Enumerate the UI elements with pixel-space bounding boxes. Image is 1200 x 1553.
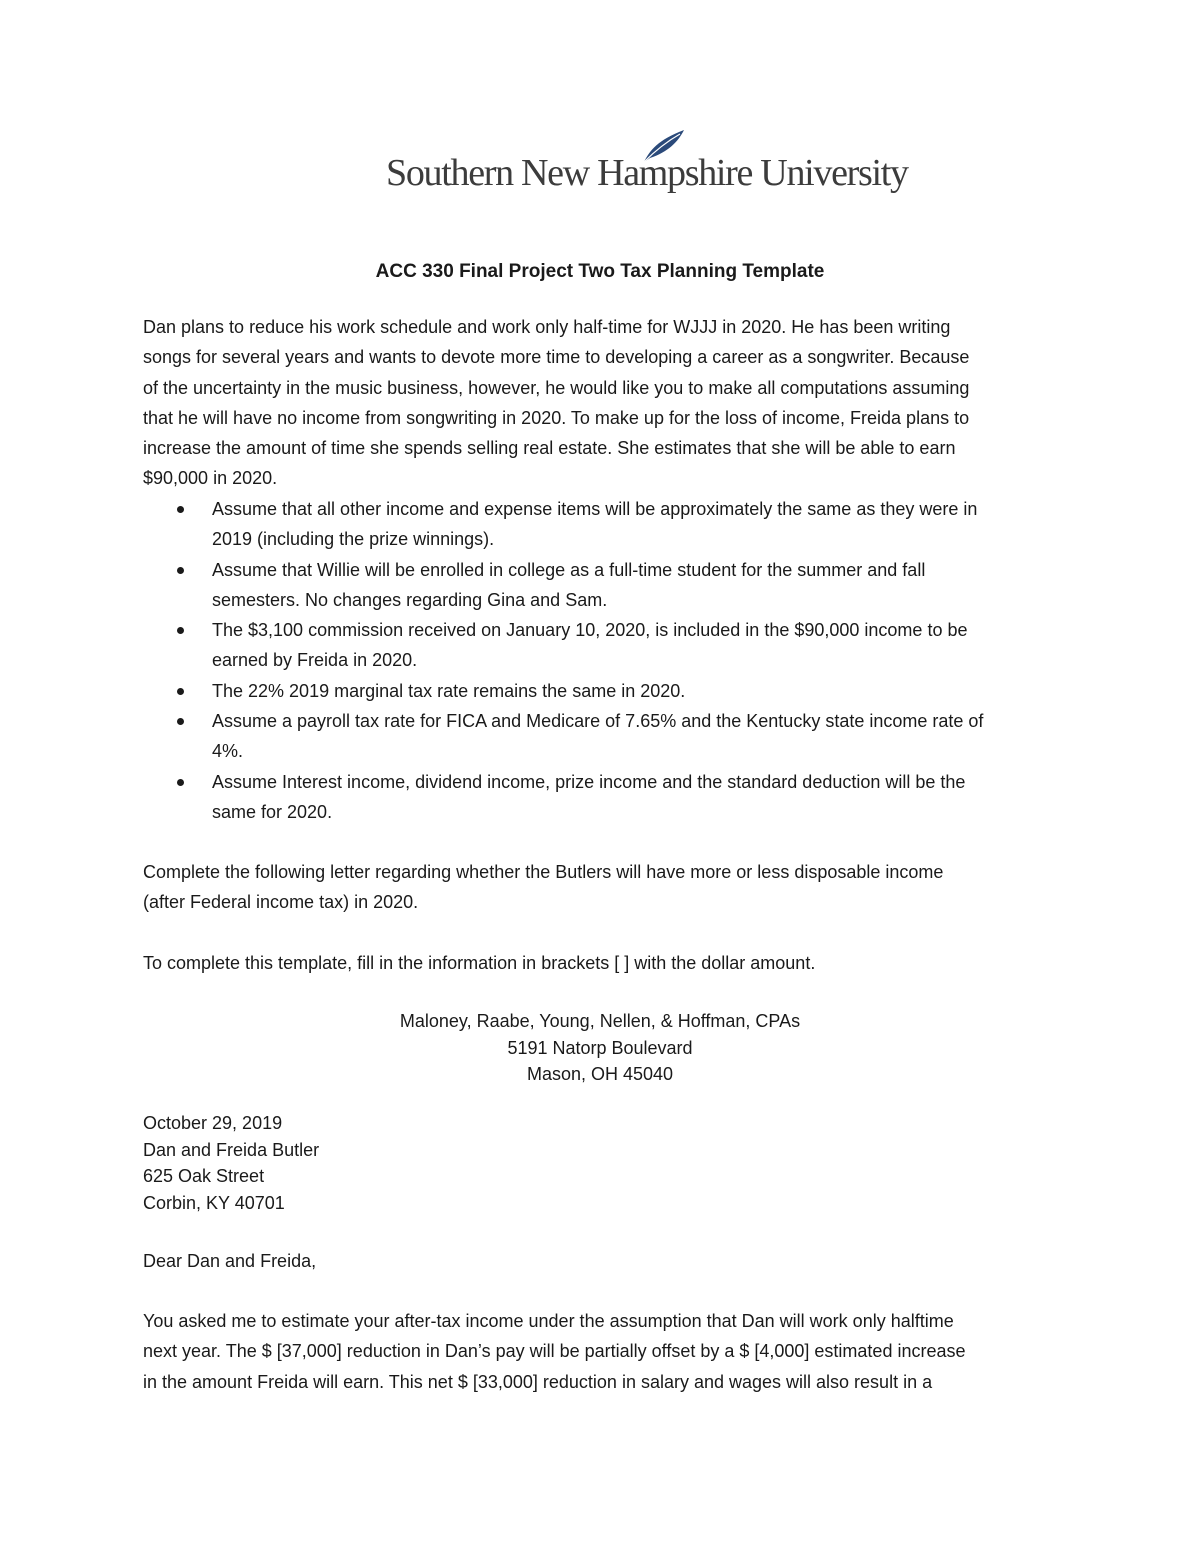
recipient-name: Dan and Freida Butler bbox=[143, 1139, 320, 1160]
page-title: ACC 330 Final Project Two Tax Planning Template bbox=[375, 261, 825, 282]
salutation: Dear Dan and Freida, bbox=[143, 1251, 317, 1271]
bullet-icon bbox=[177, 506, 184, 513]
text-line: Complete the following letter regarding whether the Butlers will have more or less disposable income bbox=[143, 862, 944, 882]
recipient-address bbox=[143, 1110, 319, 1216]
text-line: You asked me to estimate your after-tax income under the assumption that Dan will work only halftime bbox=[143, 1311, 954, 1331]
letter-date: October 29, 2019 bbox=[143, 1113, 283, 1133]
bullet-icon bbox=[177, 688, 184, 695]
firm-street: 5191 Natorp Boulevard bbox=[507, 1037, 693, 1058]
list-item bbox=[143, 676, 1063, 706]
firm-city: Mason, OH 45040 bbox=[526, 1064, 674, 1084]
instruction-paragraph bbox=[143, 948, 1063, 978]
recipient-street: 625 Oak Street bbox=[143, 1166, 265, 1186]
recipient-city: Corbin, KY 40701 bbox=[143, 1192, 285, 1213]
list-item bbox=[143, 555, 1063, 616]
text-line: same for 2020. bbox=[212, 801, 333, 822]
text-line: Assume that all other income and expense items will be approximately the same as they were in bbox=[212, 499, 978, 519]
bullet-icon bbox=[177, 627, 184, 634]
text-line: in the amount Freida will earn. This net $ [33,000] reduction in salary and wages will also result in a bbox=[143, 1371, 933, 1392]
firm-name: Maloney, Raabe, Young, Nellen, & Hoffman, CPAs bbox=[399, 1011, 801, 1031]
text-line: 4%. bbox=[212, 741, 244, 762]
text-line: of the uncertainty in the music business, however, he would like you to make all computations assuming bbox=[143, 377, 970, 398]
text-line: To complete this template, fill in the information in brackets [ ] with the dollar amount. bbox=[143, 953, 816, 973]
bullet-icon bbox=[177, 567, 184, 574]
text-line: The 22% 2019 marginal tax rate remains the same in 2020. bbox=[212, 680, 686, 701]
intro-paragraph bbox=[143, 312, 1063, 494]
logo-text: Southern New Hampshire University bbox=[386, 152, 908, 194]
bullet-icon bbox=[177, 718, 184, 725]
text-line: songs for several years and wants to devote more time to developing a career as a songwriter. Because bbox=[143, 347, 970, 368]
assumptions-list bbox=[143, 494, 1063, 827]
text-line: $90,000 in 2020. bbox=[143, 468, 278, 489]
leaf-icon bbox=[638, 128, 686, 164]
text-line: Dan plans to reduce his work schedule and work only half-time for WJJJ in 2020. He has been writing bbox=[143, 317, 951, 337]
text-line: The $3,100 commission received on January 10, 2020, is included in the $90,000 income to be bbox=[212, 620, 968, 641]
text-line: (after Federal income tax) in 2020. bbox=[143, 892, 419, 913]
list-item bbox=[143, 706, 1063, 767]
list-item bbox=[143, 494, 1063, 555]
text-line: earned by Freida in 2020. bbox=[212, 650, 418, 671]
text-line: Assume a payroll tax rate for FICA and Medicare of 7.65% and the Kentucky state income rate of bbox=[212, 711, 984, 732]
text-line: that he will have no income from songwriting in 2020. To make up for the loss of income, Freida plans to bbox=[143, 407, 970, 428]
university-logo bbox=[386, 128, 908, 204]
bullet-icon bbox=[177, 779, 184, 786]
complete-paragraph bbox=[143, 857, 1063, 918]
text-line: Assume that Willie will be enrolled in college as a full-time student for the summer and fall bbox=[212, 559, 926, 580]
text-line: next year. The $ [37,000] reduction in Dan’s pay will be partially offset by a $ [4,000] estimated increase bbox=[143, 1341, 966, 1362]
text-line: semesters. No changes regarding Gina and Sam. bbox=[212, 589, 608, 610]
text-line: increase the amount of time she spends selling real estate. She estimates that she will be able to earn bbox=[143, 438, 956, 459]
list-item bbox=[143, 615, 1063, 676]
letter-body-paragraph bbox=[143, 1306, 1063, 1397]
list-item bbox=[143, 767, 1063, 828]
text-line: 2019 (including the prize winnings). bbox=[212, 529, 495, 550]
firm-address bbox=[0, 1008, 1200, 1088]
text-line: Assume Interest income, dividend income, prize income and the standard deduction will be the bbox=[212, 771, 966, 792]
